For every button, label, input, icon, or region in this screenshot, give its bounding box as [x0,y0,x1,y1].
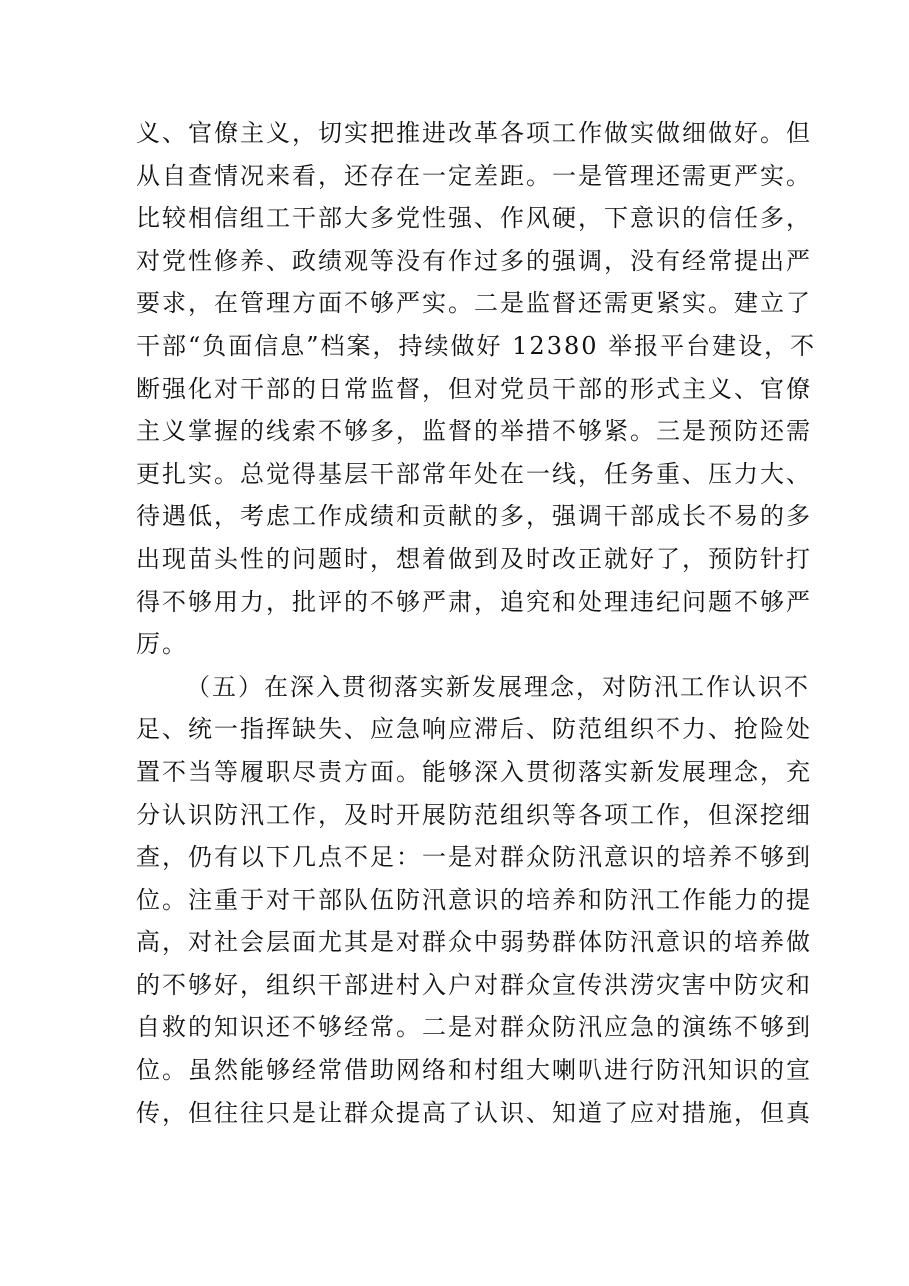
text-line-23: 位。虽然能够经常借助网络和村组大喇叭进行防汛知识的宣 [136,1056,812,1085]
text-line-1: 义、官僚主义，切实把推进改革各项工作做实做细做好。但 [136,119,812,147]
text-line-10: 待遇低，考虑工作成绩和贡献的多，强调干部成长不易的多 [136,502,812,531]
body-text [136,112,817,1134]
text-line-7: 断强化对干部的日常监督，但对党员干部的形式主义、官僚 [136,374,812,403]
text-line-22: 自救的知识还不够经常。二是对群众防汛应急的演练不够到 [136,1013,812,1042]
text-line-11: 出现苗头性的问题时，想着做到及时改正就好了，预防针打 [136,544,812,573]
text-line-8: 主义掌握的线索不够多，监督的举措不够紧。三是预防还需 [136,417,812,446]
text-line-13: 厉。 [136,630,188,659]
section-heading-line: （五）在深入贯彻落实新发展理念，对防汛工作认识不 [186,672,810,701]
text-line-18: 查，仍有以下几点不足：一是对群众防汛意识的培养不够到 [136,843,812,872]
text-line-20: 高，对社会层面尤其是对群众中弱势群体防汛意识的培养做 [136,928,812,957]
text-line-17: 分认识防汛工作，及时开展防范组织等各项工作，但深挖细 [136,800,812,829]
text-line-19: 位。注重于对干部队伍防汛意识的培养和防汛工作能力的提 [136,885,812,914]
text-line-4: 对党性修养、政绩观等没有作过多的强调，没有经常提出严 [136,246,812,275]
text-line-12: 得不够用力，批评的不够严肃，追究和处理违纪问题不够严 [136,587,812,616]
text-line-15: 足、统一指挥缺失、应急响应滞后、防范组织不力、抢险处 [136,715,812,744]
text-line-16: 置不当等履职尽责方面。能够深入贯彻落实新发展理念，充 [136,757,812,786]
text-line-3: 比较相信组工干部大多党性强、作风硬，下意识的信任多， [136,204,812,233]
text-line-2: 从自查情况来看，还存在一定差距。一是管理还需更严实。 [136,161,812,190]
text-line-9: 更扎实。总觉得基层干部常年处在一线，任务重、压力大、 [136,459,812,488]
text-line-5: 要求，在管理方面不够严实。二是监督还需更紧实。建立了 [136,289,812,318]
text-line-6: 干部“负面信息”档案，持续做好 12380 举报平台建设，不 [136,331,817,360]
text-line-24: 传，但往往只是让群众提高了认识、知道了应对措施，但真 [136,1098,812,1127]
text-line-21: 的不够好，组织干部进村入户对群众宣传洪涝灾害中防灾和 [136,970,812,999]
